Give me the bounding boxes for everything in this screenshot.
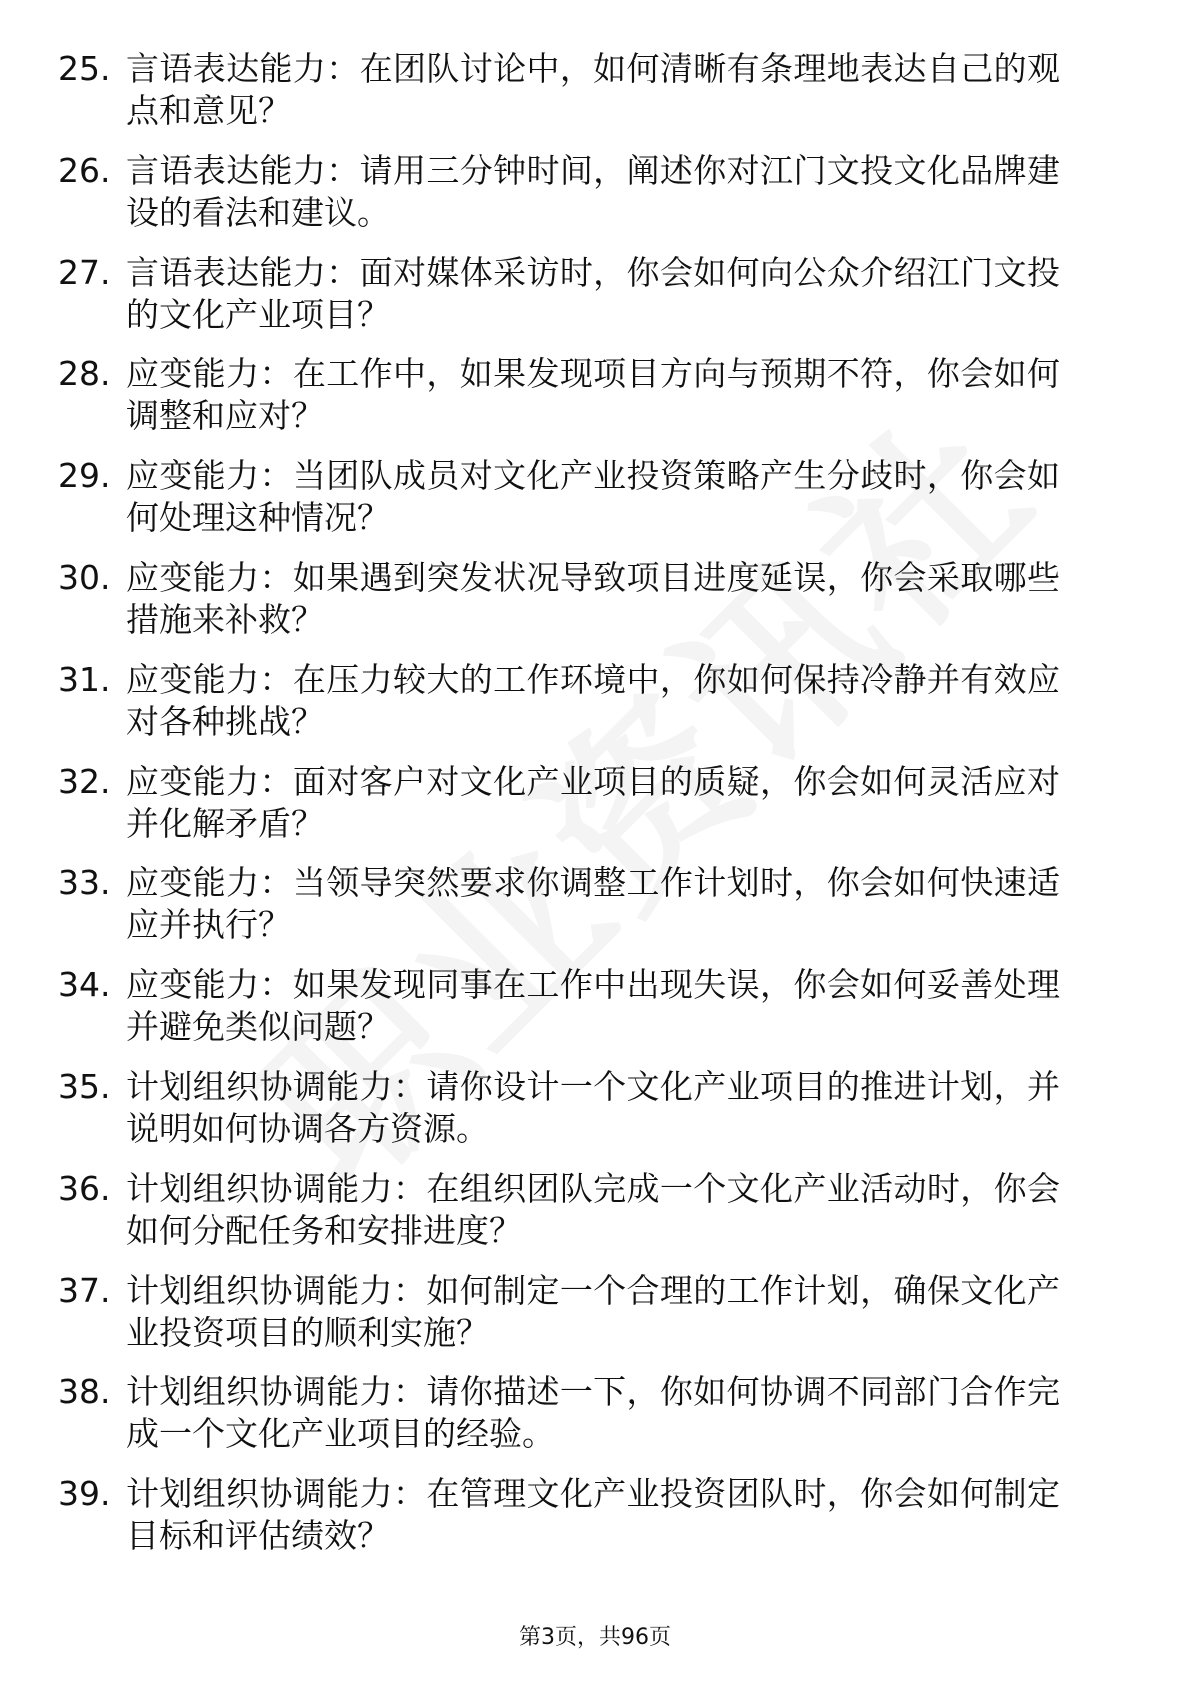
- question-text: 计划组织协调能力：如何制定一个合理的工作计划，确保文化产业投资项目的顺利实施？: [126, 1270, 1060, 1352]
- question-number: 29.: [58, 456, 111, 496]
- question-text: 应变能力：在压力较大的工作环境中，你如何保持冷静并有效应对各种挑战？: [126, 659, 1060, 741]
- question-number: 27.: [58, 252, 111, 292]
- question-number: 38.: [58, 1372, 111, 1412]
- question-item: [58, 659, 1118, 743]
- question-number: 28.: [58, 354, 111, 394]
- question-text: 应变能力：在工作中，如果发现项目方向与预期不符，你会如何调整和应对？: [126, 354, 1060, 436]
- question-text: 计划组织协调能力：请你描述一下，你如何协调不同部门合作完成一个文化产业项目的经验。: [126, 1372, 1060, 1454]
- question-item: [58, 1168, 1118, 1252]
- question-number: 37.: [58, 1270, 111, 1310]
- question-item: [58, 353, 1118, 437]
- question-item: [58, 48, 1118, 132]
- question-number: 33.: [58, 863, 111, 903]
- question-text: 应变能力：如果发现同事在工作中出现失误，你会如何妥善处理并避免类似问题？: [126, 965, 1060, 1047]
- question-text: 计划组织协调能力：在组织团队完成一个文化产业活动时，你会如何分配任务和安排进度？: [126, 1168, 1060, 1250]
- question-item: [58, 964, 1118, 1048]
- question-text: 计划组织协调能力：在管理文化产业投资团队时，你会如何制定目标和评估绩效？: [126, 1474, 1060, 1556]
- question-text: 言语表达能力：面对媒体采访时，你会如何向公众介绍江门文投的文化产业项目？: [126, 252, 1060, 334]
- question-number: 39.: [58, 1474, 111, 1514]
- question-number: 25.: [58, 49, 111, 88]
- question-item: [58, 1270, 1118, 1354]
- question-number: 30.: [58, 557, 111, 597]
- question-text: 应变能力：当领导突然要求你调整工作计划时，你会如何快速适应并执行？: [126, 863, 1060, 945]
- question-number: 32.: [58, 761, 111, 801]
- question-item: [58, 1473, 1118, 1557]
- question-item: [58, 150, 1118, 234]
- question-item: [58, 455, 1118, 539]
- question-item: [58, 252, 1118, 336]
- question-number: 36.: [58, 1168, 111, 1208]
- question-number: 31.: [58, 659, 111, 699]
- question-text: 言语表达能力：在团队讨论中，如何清晰有条理地表达自己的观点和意见？: [126, 49, 1060, 130]
- question-text: 应变能力：如果遇到突发状况导致项目进度延误，你会采取哪些措施来补救？: [126, 557, 1060, 639]
- question-number: 35.: [58, 1066, 111, 1106]
- question-number: 26.: [58, 150, 111, 190]
- question-item: [58, 761, 1118, 845]
- page-number-footer: 第3页，共96页: [519, 1625, 671, 1650]
- question-number: 34.: [58, 965, 111, 1005]
- question-text: 应变能力：当团队成员对文化产业投资策略产生分歧时，你会如何处理这种情况？: [126, 456, 1060, 538]
- question-item: [58, 1066, 1118, 1150]
- question-text: 计划组织协调能力：请你设计一个文化产业项目的推进计划，并说明如何协调各方资源。: [126, 1066, 1060, 1148]
- question-item: [58, 862, 1118, 946]
- question-item: [58, 1371, 1118, 1455]
- question-text: 言语表达能力：请用三分钟时间，阐述你对江门文投文化品牌建设的看法和建议。: [126, 150, 1060, 232]
- question-text: 应变能力：面对客户对文化产业项目的质疑，你会如何灵活应对并化解矛盾？: [126, 761, 1060, 843]
- question-list: [58, 48, 1118, 1575]
- question-item: [58, 557, 1118, 641]
